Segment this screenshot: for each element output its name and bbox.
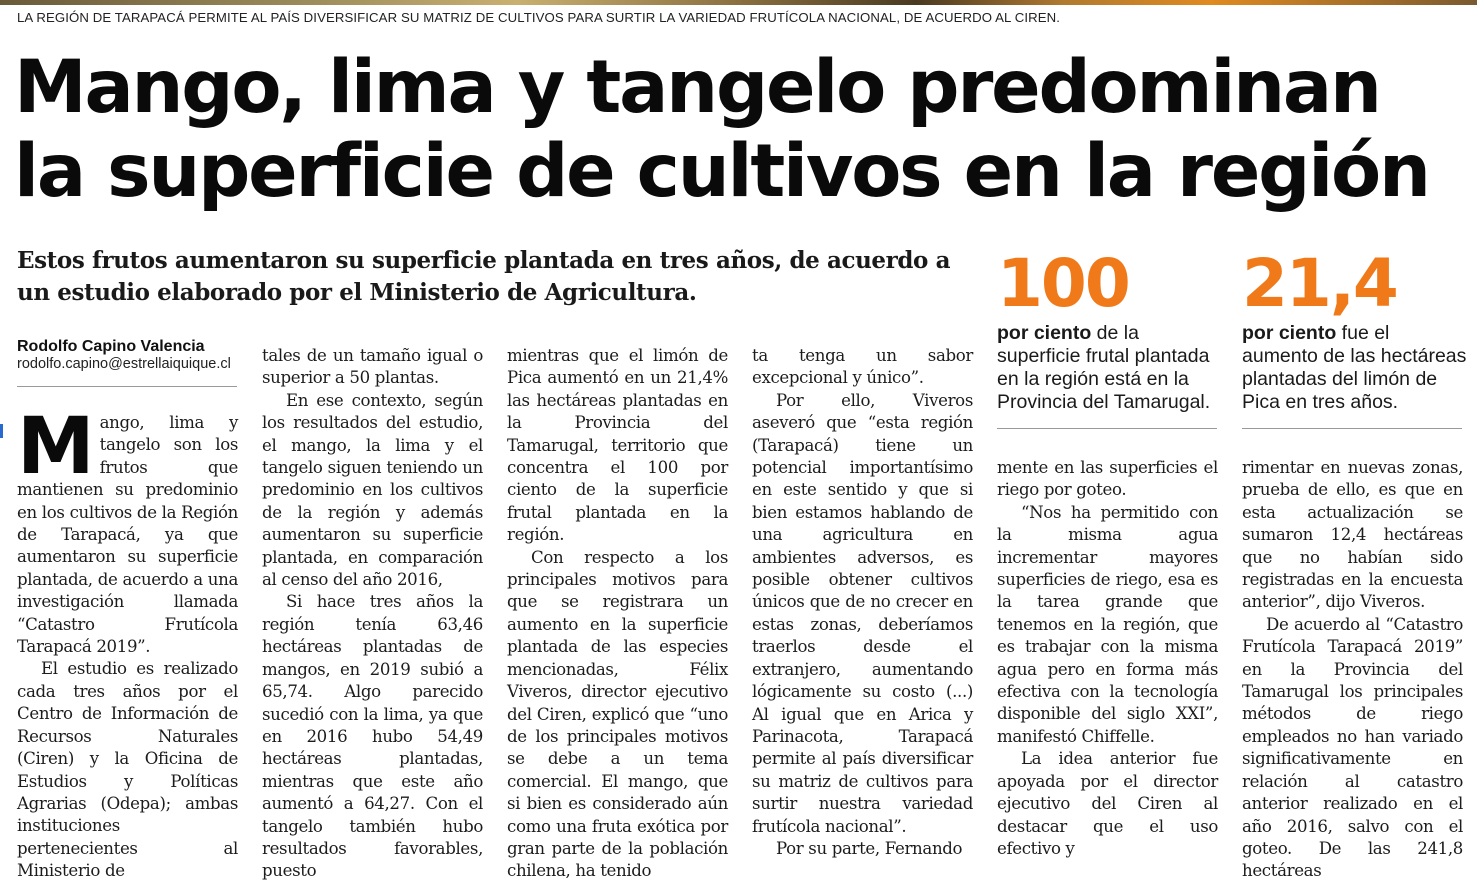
- paragraph: rimentar en nuevas zonas, prueba de ello, es que en esta actualización se sumaron 12,4 hectáreas que no habían sido registradas en la encuesta anterior”, dijo Viveros.: [1242, 458, 1463, 612]
- stat-number: 21,4: [1242, 245, 1397, 322]
- author-email[interactable]: rodolfo.capino@estrellaiquique.cl: [17, 356, 231, 372]
- stat-lead: por ciento: [1242, 322, 1337, 344]
- paragraph: La idea anterior fue apoyada por el director ejecutivo del Ciren al destacar que el uso efectivo y: [997, 749, 1218, 858]
- article-column-6: [1242, 457, 1463, 883]
- stat-divider: [1242, 428, 1462, 429]
- paragraph: [17, 402, 238, 658]
- paragraph: El estudio es realizado cada tres años por el Centro de Información de Recursos Naturales (Ciren) y la Oficina de Estudios y Políticas Agrarias (Odepa); ambas instituciones pertenecientes al Ministerio de: [17, 659, 238, 881]
- paragraph: “Nos ha permitido con la misma agua incrementar mayores superficies de riego, esa es la tarea grande que tenemos en la región, que es trabajar con la misma agua pero en forma más efectiva con la tecnología disponible del siglo XXI”, manifestó Chiffelle.: [997, 502, 1218, 746]
- stat-text: [997, 322, 1222, 414]
- paragraph: tales de un tamaño igual o superior a 50 plantas.: [262, 346, 483, 388]
- paragraph: mientras que el limón de Pica aumentó en un 21,4% las hectáreas plantadas en la Provincia del Tamarugal, territorio que concentra el 100 por ciento de la superficie frutal plantada en la región.: [507, 346, 728, 545]
- paragraph: Si hace tres años la región tenía 63,46 hectáreas plantadas de mangos, en 2019 subió a 65,74. Algo parecido sucedió con la lima, ya que en 2016 hubo 54,49 hectáreas plantadas, mientras que este año aumentó a 64,27. Con el tangelo también hubo resultados favorables, puesto: [262, 592, 483, 881]
- headline-line-2: la superficie de cultivos en la región: [14, 129, 1429, 214]
- paragraph: ta tenga un sabor excepcional y único”.: [752, 346, 973, 388]
- headline: [14, 46, 1464, 214]
- stat-lead: por ciento: [997, 322, 1092, 344]
- stat-divider: [997, 428, 1217, 429]
- stat-number: 100: [997, 245, 1129, 322]
- byline-divider: [17, 386, 237, 387]
- stat-box-100: [997, 245, 1222, 414]
- stat-box-21-4: [1242, 245, 1467, 414]
- article-column-1: [17, 402, 238, 883]
- byline: [17, 338, 247, 373]
- paragraph: Por ello, Viveros aseveró que “esta región (Tarapacá) tiene un potencial importantísimo en este sentido y que si bien estamos hablando de una agricultura en ambientes adversos, es posible obtener cultivos únicos que de no crecer en estas zonas, deberíamos traerlos desde el extranjero, aumentando lógicamente su costo (...) Al igual que en Arica y Parinacota, Tarapacá permite al país diversificar su matriz de cultivos para surtir nuestra variedad frutícola nacional”.: [752, 390, 973, 836]
- stat-text: [1242, 322, 1467, 414]
- drop-cap: M: [17, 402, 92, 492]
- headline-line-1: Mango, lima y tangelo predominan: [14, 45, 1380, 130]
- paragraph: mente en las superficies el riego por goteo.: [997, 458, 1218, 500]
- article-column-2: [262, 345, 483, 883]
- photo-caption: LA REGIÓN DE TARAPACÁ PERMITE AL PAÍS DIVERSIFICAR SU MATRIZ DE CULTIVOS PARA SURTIR LA VARIEDAD FRUTÍCOLA NACIONAL, DE ACUERDO AL CIREN.: [17, 10, 1061, 25]
- paragraph: Por su parte, Fernando: [776, 838, 963, 858]
- deck-subtitle: Estos frutos aumentaron su superficie plantada en tres años, de acuerdo a un estudio elaborado por el Ministerio de Agricultura.: [17, 247, 951, 306]
- stat-description: de la superficie frutal plantada en la región está en la Provincia del Tamarugal.: [997, 322, 1211, 413]
- article-column-5: [997, 457, 1218, 860]
- stat-description: fue el aumento de las hectáreas plantadas del limón de Pica en tres años.: [1242, 322, 1467, 413]
- edge-marker: [0, 424, 3, 438]
- paragraph: De acuerdo al “Catastro Frutícola Tarapacá 2019” en la Provincia del Tamarugal los principales métodos de riego empleados no han variado significativamente en relación al catastro anterior realizado en el año 2016, salvo con el goteo. De las 241,8 hectáreas: [1242, 614, 1463, 881]
- paragraph-text: ango, lima y tangelo son los frutos que mantienen su predominio en los cultivos de la Región de Tarapacá, ya que aumentaron su superficie plantada, de acuerdo a una investigación llamada “Catastro Frutícola Tarapacá 2019”.: [17, 413, 238, 657]
- photo-bottom-strip: [0, 0, 1477, 5]
- article-column-4: [752, 345, 973, 860]
- paragraph: En ese contexto, según los resultados del estudio, el mango, la lima y el tangelo siguen teniendo un predominio en los cultivos de la región y además aumentaron su superficie plantada, en comparación al censo del año 2016,: [262, 390, 483, 590]
- paragraph: Con respecto a los principales motivos para que se registrara un aumento en la superficie plantada de las especies mencionadas, Félix Viveros, director ejecutivo del Ciren, explicó que “uno de los principales motivos se debe a un tema comercial. El mango, que si bien es considerado aún como una fruta exótica por gran parte de la población chilena, ha tenido: [507, 547, 728, 881]
- author-name: Rodolfo Capino Valencia: [17, 338, 205, 355]
- article-column-3: [507, 345, 728, 883]
